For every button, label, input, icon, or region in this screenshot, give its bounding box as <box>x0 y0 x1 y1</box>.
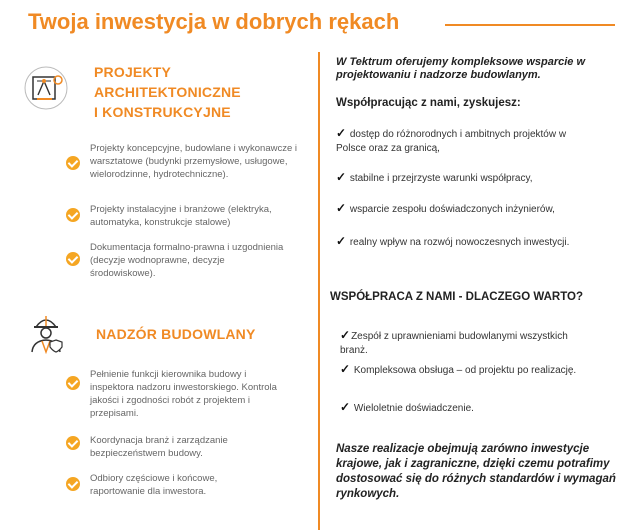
list-item: ✓Zespół z uprawnieniami budowlanymi wszystkich branż. <box>340 328 568 356</box>
outro-text: Nasze realizacje obejmują zarówno inwestycje krajowe, jak i zagraniczne, dzięki czemu potrafimy dostosować się do różnych standardów i wymagań rynkowych. <box>336 443 616 500</box>
check-mark-icon: ✓ <box>336 170 347 184</box>
check-mark-icon: ✓ <box>336 126 347 140</box>
check-mark-icon: ✓ <box>336 201 347 215</box>
check-mark-icon: ✓ <box>340 328 351 342</box>
check-icon <box>66 376 80 390</box>
section-title-projekty: PROJEKTY ARCHITEKTONICZNE I KONSTRUKCYJNE <box>94 64 241 120</box>
why-heading: WSPÓŁPRACA Z NAMI - DLACZEGO WARTO? <box>330 291 583 303</box>
check-icon <box>66 156 80 170</box>
section-title-nadzor: NADZÓR BUDOWLANY <box>96 326 256 342</box>
list-item: ✓ stabilne i przejrzyste warunki współpracy, <box>336 170 533 184</box>
list-item: Koordynacja branż i zarządzanie bezpieczeństwem budowy. <box>90 435 228 459</box>
list-item: Pełnienie funkcji kierownika budowy i inspektora nadzoru inwestorskiego. Kontrola jakości i zgodności robót z projektem i przepisami. <box>90 369 277 419</box>
list-item: ✓ wsparcie zespołu doświadczonych inżynierów, <box>336 201 555 215</box>
blueprint-icon <box>24 66 68 110</box>
list-item: Projekty instalacyjne i branżowe (elektryka, automatyka, konstrukcje stalowe) <box>90 204 272 228</box>
check-mark-icon: ✓ <box>336 234 347 248</box>
check-icon <box>66 477 80 491</box>
list-item: ✓ realny wpływ na rozwój nowoczesnych inwestycji. <box>336 234 570 248</box>
list-item: ✓ dostęp do różnorodnych i ambitnych projektów w Polsce oraz za granicą, <box>336 126 567 154</box>
construction-worker-icon <box>24 310 68 354</box>
intro-text: W Tektrum oferujemy kompleksowe wsparcie w projektowaniu i nadzorze budowlanym. <box>336 56 586 81</box>
list-item: ✓ Kompleksowa obsługa – od projektu po realizację. <box>340 362 577 376</box>
gains-heading: Współpracując z nami, zyskujesz: <box>336 97 521 109</box>
check-icon <box>66 436 80 450</box>
check-icon <box>66 208 80 222</box>
list-item: Projekty koncepcyjne, budowlane i wykonawcze i warsztatowe (budynki przemysłowe, usługowe, wielorodzinne, hydrotechniczne). <box>90 143 297 180</box>
check-icon <box>66 252 80 266</box>
list-item: ✓ Wieloletnie doświadczenie. <box>340 400 474 414</box>
check-mark-icon: ✓ <box>340 400 351 414</box>
column-divider <box>318 52 320 530</box>
list-item: Dokumentacja formalno-prawna i uzgodnienia (decyzje wodnoprawne, decyzje środowiskowe). <box>90 242 284 279</box>
check-mark-icon: ✓ <box>340 362 351 376</box>
list-item: Odbiory częściowe i końcowe, raportowanie dla inwestora. <box>90 473 218 497</box>
title-rule <box>445 24 615 26</box>
page-title: Twoja inwestycja w dobrych rękach <box>28 9 400 34</box>
